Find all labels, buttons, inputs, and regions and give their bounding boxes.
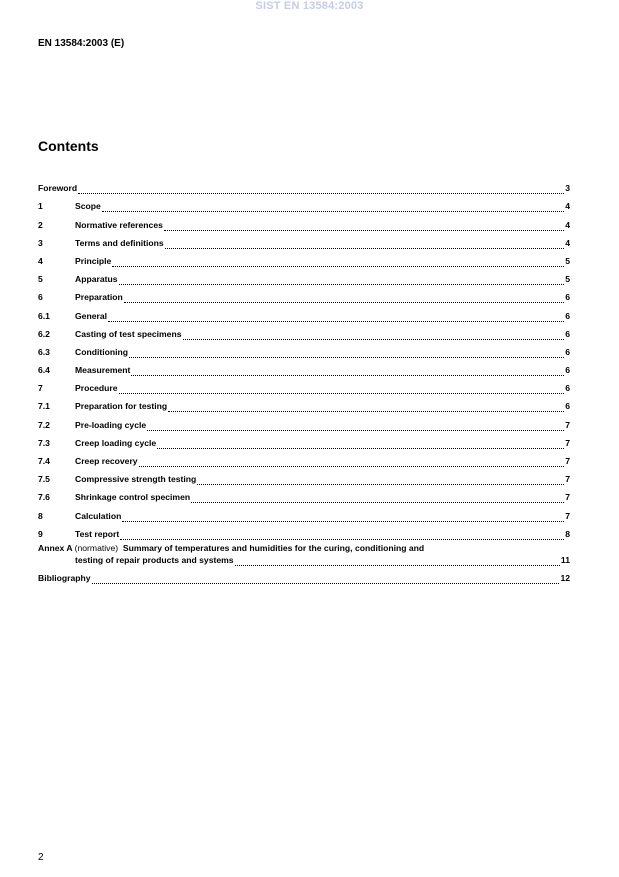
toc-entry-page-number: 6 bbox=[565, 401, 570, 412]
toc-entry-title: Creep loading cycle bbox=[75, 437, 157, 448]
toc-entry-number: 2 bbox=[38, 219, 43, 230]
document-id: EN 13584:2003 (E) bbox=[38, 38, 125, 49]
toc-entry-title: Pre-loading cycle bbox=[75, 419, 147, 430]
toc-entry-title: Calculation bbox=[75, 510, 122, 521]
toc-entry-title: General bbox=[75, 310, 108, 321]
leader-dots bbox=[164, 220, 564, 231]
annex-title-continuation bbox=[38, 554, 570, 566]
leader-dots bbox=[119, 383, 565, 394]
toc-entry-page-number: 6 bbox=[565, 365, 570, 376]
leader-dots bbox=[129, 347, 564, 358]
toc-entry-page-number: 7 bbox=[565, 456, 570, 466]
toc-entry-title: Test report bbox=[75, 528, 120, 539]
toc-entry-number: 6.4 bbox=[38, 365, 50, 376]
leader-dots bbox=[92, 573, 560, 584]
toc-entry-number: 5 bbox=[38, 274, 43, 285]
toc-entry-page-number: 6 bbox=[565, 328, 570, 339]
leader-dots bbox=[183, 329, 565, 340]
toc-entry[interactable] bbox=[38, 340, 570, 358]
toc-entry-number: 7.2 bbox=[38, 419, 50, 430]
annex-label: Annex A bbox=[38, 542, 73, 553]
toc-entry-title: Casting of test specimens bbox=[75, 328, 182, 339]
leader-dots bbox=[112, 256, 564, 267]
toc-entry-page-number: 6 bbox=[565, 310, 570, 321]
toc-entry-page-number: 7 bbox=[565, 437, 570, 448]
toc-entry-number: 7.1 bbox=[38, 401, 50, 412]
annex-heading-line bbox=[38, 542, 424, 554]
leader-dots bbox=[191, 492, 564, 503]
toc-entry[interactable] bbox=[38, 176, 570, 194]
leader-dots bbox=[124, 292, 564, 303]
toc-entry-page-number: 8 bbox=[565, 528, 570, 539]
toc-entry-number: 7.3 bbox=[38, 437, 50, 448]
leader-dots bbox=[120, 529, 564, 540]
toc-entry-number: 7.5 bbox=[38, 474, 50, 485]
leader-dots bbox=[139, 456, 565, 467]
toc-entry[interactable] bbox=[38, 303, 570, 321]
leader-dots bbox=[122, 511, 564, 522]
toc-entry-page-number: 7 bbox=[565, 510, 570, 521]
toc-entry[interactable] bbox=[38, 522, 570, 540]
toc-entry-title: Preparation bbox=[75, 292, 123, 303]
page-title: Contents bbox=[38, 138, 99, 154]
toc-entry-bibliography[interactable] bbox=[38, 566, 570, 584]
toc-entry[interactable] bbox=[38, 285, 570, 303]
toc-entry-page-number: 6 bbox=[565, 292, 570, 303]
toc-entry-number: 6.3 bbox=[38, 346, 50, 357]
toc-entry-page-number: 4 bbox=[565, 201, 570, 212]
toc-entry-title: Normative references bbox=[75, 219, 163, 230]
toc-entry-page-number: 5 bbox=[565, 255, 570, 266]
leader-dots bbox=[131, 365, 564, 376]
leader-dots bbox=[102, 201, 564, 212]
toc-entry-title: Procedure bbox=[75, 383, 118, 394]
toc-entry[interactable] bbox=[38, 249, 570, 267]
toc-entry-page-number: 4 bbox=[565, 219, 570, 230]
toc-entry[interactable] bbox=[38, 503, 570, 521]
toc-entry-title: Principle bbox=[75, 255, 112, 266]
table-of-contents bbox=[38, 176, 570, 584]
bibliography-title: Bibliography bbox=[38, 572, 91, 583]
toc-entry[interactable] bbox=[38, 212, 570, 230]
toc-entry-page-number: 6 bbox=[565, 346, 570, 357]
toc-entry[interactable] bbox=[38, 267, 570, 285]
leader-dots bbox=[157, 438, 564, 449]
toc-entry[interactable] bbox=[38, 412, 570, 430]
toc-entry-title: Creep recovery bbox=[75, 456, 138, 466]
page-number: 2 bbox=[38, 852, 44, 863]
toc-entry-number: 9 bbox=[38, 528, 43, 539]
toc-entry-title: Conditioning bbox=[75, 346, 128, 357]
leader-dots bbox=[78, 183, 564, 194]
toc-entry-page-number: 7 bbox=[565, 474, 570, 485]
leader-dots bbox=[235, 555, 560, 566]
toc-entry[interactable] bbox=[38, 485, 570, 503]
toc-entry[interactable] bbox=[38, 467, 570, 485]
toc-entry-title: Measurement bbox=[75, 365, 131, 376]
leader-dots bbox=[168, 401, 564, 412]
leader-dots bbox=[147, 420, 564, 431]
leader-dots bbox=[119, 274, 565, 285]
toc-entry-number: 8 bbox=[38, 510, 43, 521]
toc-entry-number: 7.4 bbox=[38, 456, 50, 466]
toc-entry[interactable] bbox=[38, 358, 570, 376]
toc-entry[interactable] bbox=[38, 194, 570, 212]
toc-entry-title: Apparatus bbox=[75, 274, 118, 285]
annex-type: (normative) bbox=[74, 542, 119, 553]
toc-entry-page-number: 6 bbox=[565, 383, 570, 394]
toc-entry-number: 6.1 bbox=[38, 310, 50, 321]
toc-entry-page-number: 5 bbox=[565, 274, 570, 285]
toc-entry-number: 7.6 bbox=[38, 492, 50, 503]
toc-entry-page-number: 4 bbox=[565, 237, 570, 248]
toc-entry-title: Preparation for testing bbox=[75, 401, 168, 412]
toc-entry-number: 6.2 bbox=[38, 328, 50, 339]
annex-page-number: 11 bbox=[560, 554, 570, 565]
bibliography-page-number: 12 bbox=[560, 572, 570, 583]
toc-entry-number: 3 bbox=[38, 237, 43, 248]
toc-entry-number: 4 bbox=[38, 255, 43, 266]
toc-entry-title: Foreword bbox=[38, 183, 78, 194]
toc-entry-page-number: 3 bbox=[565, 183, 570, 194]
toc-entry-title: Terms and definitions bbox=[75, 237, 164, 248]
watermark: SIST EN 13584:2003 bbox=[255, 0, 364, 12]
toc-entry[interactable] bbox=[38, 322, 570, 340]
leader-dots bbox=[165, 238, 565, 249]
toc-entry[interactable] bbox=[38, 376, 570, 394]
leader-dots bbox=[197, 474, 564, 485]
leader-dots bbox=[108, 311, 564, 322]
toc-entry-annex-a[interactable] bbox=[38, 542, 570, 566]
annex-title-line1: Summary of temperatures and humidities for the curing, conditioning and bbox=[122, 542, 425, 553]
toc-entry-page-number: 7 bbox=[565, 419, 570, 430]
toc-entry[interactable] bbox=[38, 394, 570, 412]
toc-entry-number: 7 bbox=[38, 383, 43, 394]
toc-entry-title: Shrinkage control specimen bbox=[75, 492, 191, 503]
toc-entries bbox=[38, 176, 570, 540]
toc-entry-title: Scope bbox=[75, 201, 101, 212]
toc-entry-number: 6 bbox=[38, 292, 43, 303]
annex-title-line2: testing of repair products and systems bbox=[75, 554, 234, 565]
toc-entry-number: 1 bbox=[38, 201, 43, 212]
toc-entry[interactable] bbox=[38, 431, 570, 449]
toc-entry-title: Compressive strength testing bbox=[75, 474, 197, 485]
toc-entry[interactable] bbox=[38, 449, 570, 467]
toc-entry-page-number: 7 bbox=[565, 492, 570, 503]
toc-entry[interactable] bbox=[38, 231, 570, 249]
